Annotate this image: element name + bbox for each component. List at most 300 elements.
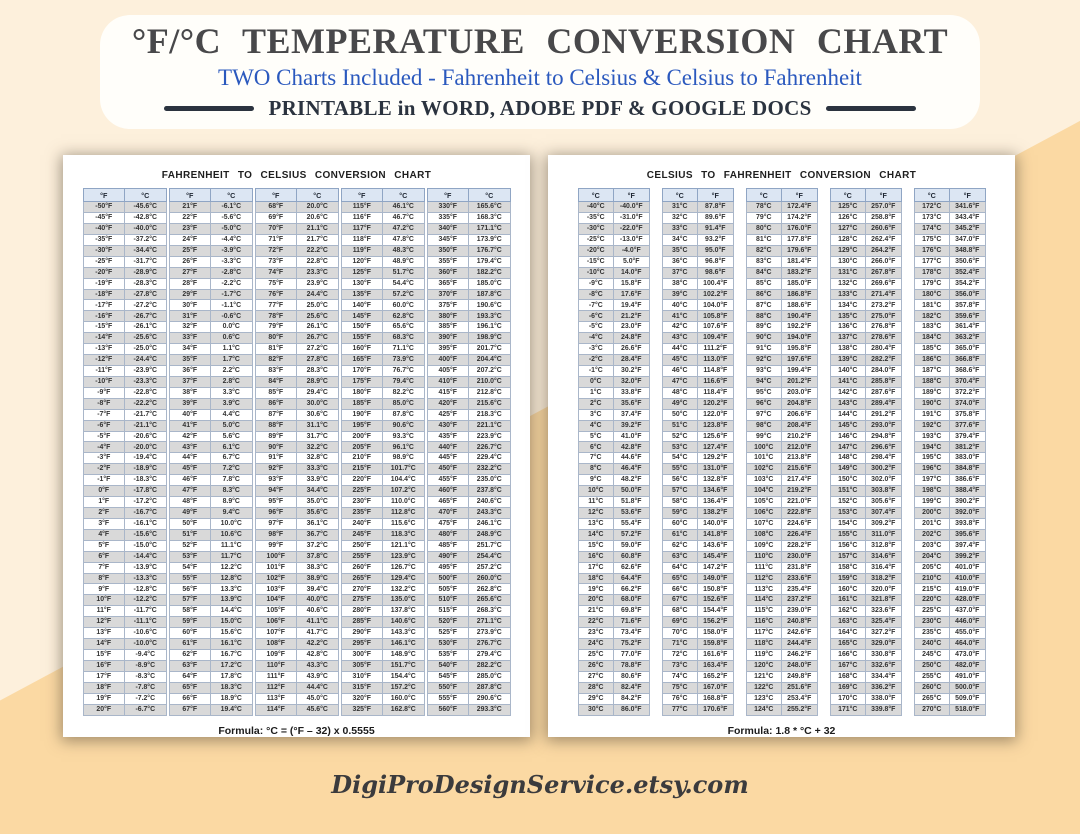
table-row	[578, 562, 649, 573]
converted-value-cell: 93.3°C	[383, 431, 425, 442]
converted-value-cell: 85.0°C	[383, 398, 425, 409]
table-row	[255, 660, 338, 671]
converted-value-cell: 43.9°C	[297, 671, 339, 682]
source-value-cell: 96°F	[255, 508, 297, 519]
source-value-cell: 37°F	[169, 376, 211, 387]
converted-value-cell: 267.8°F	[866, 267, 902, 278]
table-row	[255, 671, 338, 682]
table-row	[746, 376, 817, 387]
table-row	[662, 322, 733, 333]
source-value-cell: 68°C	[662, 606, 698, 617]
converted-value-cell: 208.4°F	[782, 420, 818, 431]
converted-value-cell: 163.4°F	[698, 660, 734, 671]
source-value-cell: 179°C	[914, 278, 950, 289]
table-row	[341, 584, 424, 595]
converted-value-cell: 100.4°F	[698, 278, 734, 289]
source-value-cell: -8°F	[83, 398, 125, 409]
source-value-cell: 196°C	[914, 464, 950, 475]
converted-value-cell: 28.4°F	[614, 355, 650, 366]
source-value-cell: 35°C	[662, 245, 698, 256]
table-row	[746, 639, 817, 650]
converted-value-cell: 60.8°F	[614, 551, 650, 562]
source-value-cell: 143°C	[830, 398, 866, 409]
converted-value-cell: -28.9°C	[125, 267, 167, 278]
table-row	[914, 311, 985, 322]
converted-value-cell: -10.0°C	[125, 639, 167, 650]
converted-value-cell: 138.2°F	[698, 508, 734, 519]
source-value-cell: 66°F	[169, 693, 211, 704]
source-value-cell: 71°C	[662, 639, 698, 650]
column-header: °C	[830, 189, 866, 202]
table-row	[914, 606, 985, 617]
table-row	[746, 518, 817, 529]
table-row	[341, 639, 424, 650]
table-row	[255, 584, 338, 595]
source-value-cell: 4°F	[83, 529, 125, 540]
converted-value-cell: 293.3°C	[469, 704, 511, 715]
table-row	[914, 584, 985, 595]
source-value-cell: 112°C	[746, 573, 782, 584]
converted-value-cell: 392.0°F	[950, 508, 986, 519]
table-row	[662, 682, 733, 693]
converted-value-cell: 129.2°F	[698, 453, 734, 464]
table-row	[169, 464, 252, 475]
source-value-cell: 105°C	[746, 497, 782, 508]
source-value-cell: 28°C	[578, 682, 614, 693]
converted-value-cell: 249.8°F	[782, 671, 818, 682]
converted-value-cell: 212.8°C	[469, 387, 511, 398]
source-value-cell: 148°C	[830, 453, 866, 464]
table-row	[427, 508, 510, 519]
converted-value-cell: 395.6°F	[950, 529, 986, 540]
converted-value-cell: 279.4°C	[469, 649, 511, 660]
source-value-cell: 43°F	[169, 442, 211, 453]
converted-value-cell: 48.3°C	[383, 245, 425, 256]
table-row	[914, 344, 985, 355]
source-value-cell: 48°C	[662, 387, 698, 398]
converted-value-cell: 16.1°C	[211, 639, 253, 650]
converted-value-cell: 500.0°F	[950, 682, 986, 693]
source-value-cell: 65°C	[662, 573, 698, 584]
table-row	[83, 606, 166, 617]
table-row	[427, 202, 510, 213]
source-value-cell: 191°C	[914, 409, 950, 420]
converted-value-cell: 71.1°C	[383, 344, 425, 355]
converted-value-cell: 75.2°F	[614, 639, 650, 650]
table-row	[427, 366, 510, 377]
source-value-cell: 97°F	[255, 518, 297, 529]
converted-value-cell: 10.0°C	[211, 518, 253, 529]
source-value-cell: 9°F	[83, 584, 125, 595]
table-row	[341, 278, 424, 289]
source-value-cell: 14°C	[578, 529, 614, 540]
source-value-cell: 85°C	[746, 278, 782, 289]
chart-title: FAHRENHEIT TO CELSIUS CONVERSION CHART	[161, 170, 432, 181]
table-row	[830, 617, 901, 628]
converted-value-cell: 464.0°F	[950, 639, 986, 650]
table-row	[341, 671, 424, 682]
column-header: °C	[914, 189, 950, 202]
converted-value-cell: 44.4°C	[297, 682, 339, 693]
table-row	[746, 704, 817, 715]
converted-value-cell: 21.7°C	[297, 234, 339, 245]
table-row	[914, 453, 985, 464]
source-value-cell: 74°F	[255, 267, 297, 278]
table-row	[255, 355, 338, 366]
converted-value-cell: 45.6°C	[297, 704, 339, 715]
source-value-cell: 146°C	[830, 431, 866, 442]
source-value-cell: 147°C	[830, 442, 866, 453]
source-value-cell: 230°F	[341, 497, 383, 508]
source-value-cell: 78°F	[255, 311, 297, 322]
table-row	[341, 333, 424, 344]
converted-value-cell: -15.0°C	[125, 540, 167, 551]
table-row	[746, 289, 817, 300]
source-value-cell: 155°F	[341, 333, 383, 344]
table-row	[830, 366, 901, 377]
source-value-cell: 46°C	[662, 366, 698, 377]
converted-value-cell: 33.8°F	[614, 387, 650, 398]
source-value-cell: 31°C	[662, 202, 698, 213]
converted-value-cell: 135.0°C	[383, 595, 425, 606]
table-row	[578, 442, 649, 453]
source-value-cell: 120°C	[746, 660, 782, 671]
table-row	[830, 213, 901, 224]
converted-value-cell: 393.8°F	[950, 518, 986, 529]
source-value-cell: 145°C	[830, 420, 866, 431]
converted-value-cell: 38.9°C	[297, 573, 339, 584]
table-row	[830, 682, 901, 693]
source-value-cell: 8°F	[83, 573, 125, 584]
converted-value-cell: 237.8°C	[469, 486, 511, 497]
source-value-cell: -11°F	[83, 366, 125, 377]
converted-value-cell: 437.0°F	[950, 606, 986, 617]
converted-value-cell: 262.8°C	[469, 584, 511, 595]
converted-value-cell: 65.6°C	[383, 322, 425, 333]
source-value-cell: 116°F	[341, 213, 383, 224]
source-value-cell: 104°C	[746, 486, 782, 497]
source-value-cell: -6°F	[83, 420, 125, 431]
table-row	[662, 486, 733, 497]
table-row	[169, 409, 252, 420]
source-value-cell: 111°C	[746, 562, 782, 573]
table-row	[427, 682, 510, 693]
column-header: °F	[950, 189, 986, 202]
source-value-cell: -14°F	[83, 333, 125, 344]
tables-row	[548, 188, 1015, 716]
converted-value-cell: 229.4°C	[469, 453, 511, 464]
source-value-cell: 65°F	[169, 682, 211, 693]
converted-value-cell: 41.1°C	[297, 617, 339, 628]
source-value-cell: 108°F	[255, 639, 297, 650]
source-value-cell: 360°F	[427, 267, 469, 278]
converted-value-cell: 182.2°C	[469, 267, 511, 278]
converted-value-cell: 55.4°F	[614, 518, 650, 529]
converted-value-cell: 271.1°C	[469, 617, 511, 628]
source-value-cell: 126°C	[830, 213, 866, 224]
table-row	[169, 639, 252, 650]
source-value-cell: 202°C	[914, 529, 950, 540]
table-row	[914, 300, 985, 311]
column-header: °C	[469, 189, 511, 202]
source-value-cell: 54°F	[169, 562, 211, 573]
source-value-cell: 235°C	[914, 628, 950, 639]
table-row	[578, 639, 649, 650]
converted-value-cell: 101.7°C	[383, 464, 425, 475]
converted-value-cell: -13.0°F	[614, 234, 650, 245]
source-value-cell: 20°F	[83, 704, 125, 715]
converted-value-cell: 305.6°F	[866, 497, 902, 508]
table-row	[341, 529, 424, 540]
source-value-cell: 255°C	[914, 671, 950, 682]
table-row	[169, 508, 252, 519]
table-row	[169, 376, 252, 387]
converted-value-cell: 242.6°F	[782, 628, 818, 639]
converted-value-cell: 93.2°F	[698, 234, 734, 245]
table-row	[914, 333, 985, 344]
table-row	[662, 584, 733, 595]
converted-value-cell: -18.3°C	[125, 475, 167, 486]
converted-value-cell: 345.2°F	[950, 224, 986, 235]
table-row	[914, 366, 985, 377]
table-row	[83, 704, 166, 715]
table-row	[746, 267, 817, 278]
converted-value-cell: 12.2°C	[211, 562, 253, 573]
converted-value-cell: 80.6°F	[614, 671, 650, 682]
source-value-cell: 375°F	[427, 300, 469, 311]
source-value-cell: 188°C	[914, 376, 950, 387]
converted-value-cell: 149.0°F	[698, 573, 734, 584]
table-row	[746, 256, 817, 267]
converted-value-cell: 375.8°F	[950, 409, 986, 420]
table-row	[427, 584, 510, 595]
table-row	[746, 682, 817, 693]
source-value-cell: 2°F	[83, 508, 125, 519]
table-row	[427, 300, 510, 311]
converted-value-cell: 37.8°C	[297, 551, 339, 562]
converted-value-cell: 251.7°C	[469, 540, 511, 551]
source-value-cell: 119°C	[746, 649, 782, 660]
converted-value-cell: 5.0°C	[211, 420, 253, 431]
converted-value-cell: 334.4°F	[866, 671, 902, 682]
table-row	[169, 289, 252, 300]
table-row	[427, 311, 510, 322]
source-value-cell: -20°C	[578, 245, 614, 256]
source-value-cell: 400°F	[427, 355, 469, 366]
table-row	[169, 300, 252, 311]
converted-value-cell: 37.4°F	[614, 409, 650, 420]
table-row	[662, 267, 733, 278]
table-row	[83, 649, 166, 660]
source-value-cell: 73°F	[255, 256, 297, 267]
source-value-cell: -4°C	[578, 333, 614, 344]
source-value-cell: 300°F	[341, 649, 383, 660]
source-value-cell: 132°C	[830, 278, 866, 289]
converted-value-cell: 32.8°C	[297, 453, 339, 464]
converted-value-cell: 33.9°C	[297, 475, 339, 486]
source-value-cell: 560°F	[427, 704, 469, 715]
source-value-cell: -18°F	[83, 289, 125, 300]
converted-value-cell: -37.2°C	[125, 234, 167, 245]
table-row	[427, 387, 510, 398]
source-value-cell: 129°C	[830, 245, 866, 256]
converted-value-cell: 158.0°F	[698, 628, 734, 639]
converted-value-cell: 2.8°C	[211, 376, 253, 387]
source-value-cell: -9°C	[578, 278, 614, 289]
source-value-cell: 83°F	[255, 366, 297, 377]
table-row	[427, 704, 510, 715]
converted-value-cell: 248.9°C	[469, 529, 511, 540]
source-value-cell: 140°C	[830, 366, 866, 377]
converted-value-cell: -4.4°C	[211, 234, 253, 245]
table-row	[83, 551, 166, 562]
table-row	[830, 311, 901, 322]
converted-value-cell: 397.4°F	[950, 540, 986, 551]
source-value-cell: 201°C	[914, 518, 950, 529]
converted-value-cell: -3.3°C	[211, 256, 253, 267]
source-value-cell: 555°F	[427, 693, 469, 704]
table-row	[746, 628, 817, 639]
converted-value-cell: 273.2°F	[866, 300, 902, 311]
converted-value-cell: 210.2°F	[782, 431, 818, 442]
converted-value-cell: 372.2°F	[950, 387, 986, 398]
source-value-cell: 41°F	[169, 420, 211, 431]
converted-value-cell: 132.2°C	[383, 584, 425, 595]
converted-value-cell: 111.2°F	[698, 344, 734, 355]
converted-value-cell: 21.2°F	[614, 311, 650, 322]
table-row	[578, 202, 649, 213]
table-row	[830, 508, 901, 519]
table-row	[578, 617, 649, 628]
converted-value-cell: 57.2°C	[383, 289, 425, 300]
column-header: °F	[341, 189, 383, 202]
converted-value-cell: 195.8°F	[782, 344, 818, 355]
table-row	[746, 322, 817, 333]
converted-value-cell: -23.3°C	[125, 376, 167, 387]
converted-value-cell: 473.0°F	[950, 649, 986, 660]
table-row	[255, 442, 338, 453]
source-value-cell: 139°C	[830, 355, 866, 366]
source-value-cell: 164°C	[830, 628, 866, 639]
source-value-cell: 2°C	[578, 398, 614, 409]
source-value-cell: 67°F	[169, 704, 211, 715]
table-row	[83, 475, 166, 486]
converted-value-cell: 224.6°F	[782, 518, 818, 529]
converted-value-cell: 330.8°F	[866, 649, 902, 660]
converted-value-cell: 268.3°C	[469, 606, 511, 617]
source-value-cell: 225°F	[341, 486, 383, 497]
source-value-cell: 200°C	[914, 508, 950, 519]
converted-value-cell: 6.1°C	[211, 442, 253, 453]
converted-value-cell: 151.7°C	[383, 660, 425, 671]
table-row	[662, 409, 733, 420]
table-row	[169, 628, 252, 639]
converted-value-cell: 285.0°C	[469, 671, 511, 682]
source-value-cell: 545°F	[427, 671, 469, 682]
table-row	[427, 649, 510, 660]
converted-value-cell: 51.7°C	[383, 267, 425, 278]
converted-value-cell: 366.8°F	[950, 355, 986, 366]
converted-value-cell: 91.4°F	[698, 224, 734, 235]
source-value-cell: 220°F	[341, 475, 383, 486]
table-row	[662, 693, 733, 704]
source-value-cell: 72°C	[662, 649, 698, 660]
table-row	[169, 213, 252, 224]
table-row	[746, 606, 817, 617]
table-row	[830, 529, 901, 540]
source-value-cell: 170°F	[341, 366, 383, 377]
source-value-cell: 153°C	[830, 508, 866, 519]
converted-value-cell: 177.8°F	[782, 234, 818, 245]
table-row	[255, 322, 338, 333]
table-row	[830, 486, 901, 497]
table-row	[578, 540, 649, 551]
converted-value-cell: -13.3°C	[125, 573, 167, 584]
converted-value-cell: 265.6°C	[469, 595, 511, 606]
converted-value-cell: 36.7°C	[297, 529, 339, 540]
table-row	[578, 671, 649, 682]
source-value-cell: 165°C	[830, 639, 866, 650]
converted-value-cell: 290.6°C	[469, 693, 511, 704]
converted-value-cell: 26.1°C	[297, 322, 339, 333]
source-value-cell: 87°F	[255, 409, 297, 420]
source-value-cell: 73°C	[662, 660, 698, 671]
table-row	[169, 366, 252, 377]
converted-value-cell: 264.2°F	[866, 245, 902, 256]
converted-value-cell: 293.0°F	[866, 420, 902, 431]
source-value-cell: 75°C	[662, 682, 698, 693]
table-row	[578, 245, 649, 256]
converted-value-cell: 243.3°C	[469, 508, 511, 519]
table-row	[578, 649, 649, 660]
converted-value-cell: 25.6°C	[297, 311, 339, 322]
converted-value-cell: 140.6°C	[383, 617, 425, 628]
source-value-cell: 95°C	[746, 387, 782, 398]
converted-value-cell: 186.8°F	[782, 289, 818, 300]
table-row	[746, 442, 817, 453]
source-value-cell: 13°F	[83, 628, 125, 639]
table-row	[914, 398, 985, 409]
table-row	[662, 595, 733, 606]
converted-value-cell: 226.7°C	[469, 442, 511, 453]
converted-value-cell: 27.8°C	[297, 355, 339, 366]
source-value-cell: 67°C	[662, 595, 698, 606]
table-row	[427, 606, 510, 617]
converted-value-cell: 260.6°F	[866, 224, 902, 235]
source-value-cell: 157°C	[830, 551, 866, 562]
converted-value-cell: 446.0°F	[950, 617, 986, 628]
table-row	[341, 366, 424, 377]
source-value-cell: 127°C	[830, 224, 866, 235]
converted-value-cell: 22.2°C	[297, 245, 339, 256]
source-value-cell: -7°C	[578, 300, 614, 311]
source-value-cell: 180°C	[914, 289, 950, 300]
source-value-cell: 15°C	[578, 540, 614, 551]
converted-value-cell: 339.8°F	[866, 704, 902, 715]
source-value-cell: -7°F	[83, 409, 125, 420]
table-row	[427, 660, 510, 671]
table-row	[255, 224, 338, 235]
table-row	[169, 573, 252, 584]
converted-value-cell: 35.6°C	[297, 508, 339, 519]
source-value-cell: 47°C	[662, 376, 698, 387]
table-row	[255, 508, 338, 519]
converted-value-cell: 159.8°F	[698, 639, 734, 650]
table-row	[662, 497, 733, 508]
source-value-cell: 189°C	[914, 387, 950, 398]
source-value-cell: -10°C	[578, 267, 614, 278]
converted-value-cell: 357.8°F	[950, 300, 986, 311]
